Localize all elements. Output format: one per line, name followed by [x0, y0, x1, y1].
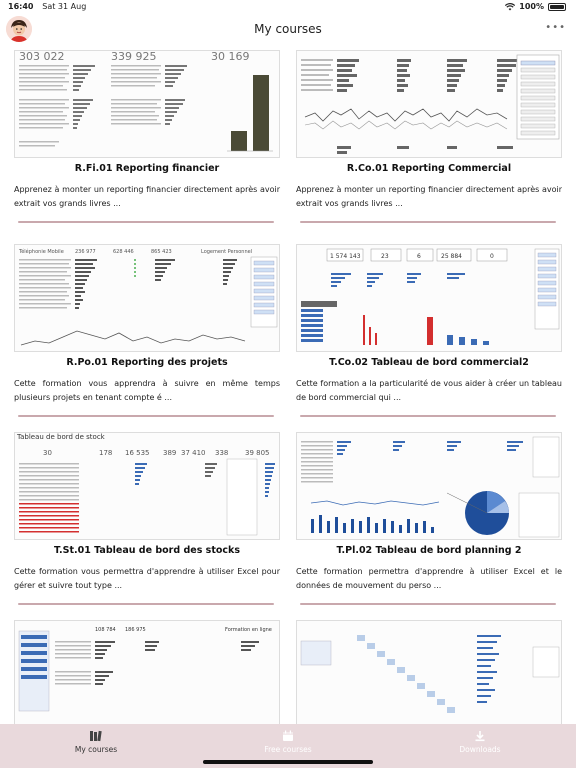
- course-thumbnail[interactable]: [14, 620, 280, 724]
- books-icon: [89, 730, 103, 742]
- svg-text:0: 0: [490, 253, 494, 260]
- svg-text:186 975: 186 975: [125, 627, 146, 633]
- page-title: My courses: [254, 22, 322, 36]
- course-title[interactable]: T.Pl.02 Tableau de bord planning 2: [336, 545, 522, 556]
- course-card[interactable]: [296, 432, 562, 605]
- course-card[interactable]: [14, 432, 280, 605]
- course-title[interactable]: R.Po.01 Reporting des projets: [66, 357, 228, 368]
- course-description: Cette formation permettra d'apprendre à utiliser Excel et le données de mouvement du perso ...: [296, 567, 562, 590]
- course-description: Apprenez à monter un reporting financier directement après avoir extrait vos grands livres ...: [296, 185, 562, 208]
- svg-text:865 423: 865 423: [151, 249, 172, 255]
- course-card[interactable]: [14, 50, 280, 223]
- course-thumbnail[interactable]: [296, 244, 562, 352]
- course-description: Cette formation vous permettra d'apprendre à utiliser Excel pour gérer et suivre tout type ...: [14, 567, 280, 590]
- card-divider: [18, 603, 274, 605]
- status-bar: [0, 0, 576, 14]
- course-card[interactable]: [14, 244, 280, 417]
- home-indicator: [203, 760, 373, 764]
- calendar-icon: [282, 730, 294, 742]
- svg-text:30: 30: [43, 449, 52, 457]
- svg-text:37 410: 37 410: [181, 449, 206, 457]
- course-card[interactable]: [296, 244, 562, 417]
- card-divider: [18, 415, 274, 417]
- svg-text:23: 23: [381, 253, 389, 260]
- date-text: Sat 31 Aug: [42, 2, 87, 11]
- svg-text:178: 178: [99, 449, 113, 457]
- more-options-icon[interactable]: •••: [545, 22, 566, 33]
- card-divider: [18, 221, 274, 223]
- course-title[interactable]: R.Co.01 Reporting Commercial: [346, 163, 512, 174]
- svg-text:Logement Personnel: Logement Personnel: [201, 249, 253, 255]
- svg-text:6: 6: [417, 253, 421, 260]
- card-divider: [300, 415, 556, 417]
- course-thumbnail[interactable]: [14, 244, 280, 352]
- course-grid: [14, 50, 562, 724]
- status-right: [505, 2, 566, 11]
- app-header: [0, 14, 576, 48]
- wifi-icon: [505, 3, 515, 11]
- svg-text:338: 338: [215, 449, 229, 457]
- svg-text:25 884: 25 884: [441, 253, 462, 260]
- svg-text:30 169: 30 169: [211, 51, 250, 63]
- tab-label: Downloads: [459, 745, 501, 754]
- download-icon: [474, 730, 486, 742]
- status-time: [8, 2, 86, 11]
- svg-text:303 022: 303 022: [19, 51, 65, 63]
- svg-text:16 535: 16 535: [125, 449, 150, 457]
- svg-text:Formation en ligne: Formation en ligne: [225, 627, 272, 633]
- clock-text: 16:40: [8, 2, 34, 11]
- course-thumbnail[interactable]: [296, 432, 562, 540]
- svg-text:628 446: 628 446: [113, 249, 134, 255]
- course-thumbnail[interactable]: [296, 50, 562, 158]
- svg-text:39 805: 39 805: [245, 449, 270, 457]
- course-description: Cette formation vous apprendra à suivre en même temps plusieurs projets en tenant compte é ...: [14, 379, 280, 402]
- course-description: Apprenez à monter un reporting financier directement après avoir extrait vos grands livres ...: [14, 185, 280, 208]
- course-thumbnail[interactable]: [296, 620, 562, 724]
- course-card[interactable]: [296, 50, 562, 223]
- svg-text:1 574 143: 1 574 143: [330, 253, 361, 260]
- card-divider: [300, 603, 556, 605]
- tab-my-courses[interactable]: [0, 724, 192, 768]
- battery-icon: [548, 3, 566, 11]
- tab-downloads[interactable]: [384, 724, 576, 768]
- battery-text: 100%: [519, 2, 544, 11]
- course-card[interactable]: [14, 620, 280, 724]
- course-thumbnail[interactable]: [14, 50, 280, 158]
- svg-text:Téléphonie Mobile: Téléphonie Mobile: [19, 249, 64, 255]
- course-description: Cette formation a la particularité de vous aider à créer un tableau de bord commercial qui ...: [296, 379, 562, 402]
- tab-label: My courses: [74, 745, 118, 754]
- card-divider: [300, 221, 556, 223]
- course-title[interactable]: R.Fi.01 Reporting financier: [74, 163, 220, 174]
- course-title[interactable]: T.St.01 Tableau de bord des stocks: [53, 545, 240, 556]
- tab-label: Free courses: [264, 745, 312, 754]
- course-card[interactable]: [296, 620, 562, 724]
- svg-text:339 925: 339 925: [111, 51, 157, 63]
- svg-text:389: 389: [163, 449, 177, 457]
- course-thumbnail[interactable]: [14, 432, 280, 540]
- svg-text:236 977: 236 977: [75, 249, 96, 255]
- svg-text:Tableau de bord de stock: Tableau de bord de stock: [17, 433, 105, 441]
- course-title[interactable]: T.Co.02 Tableau de bord commercial2: [329, 357, 529, 368]
- svg-text:108 784: 108 784: [95, 627, 116, 633]
